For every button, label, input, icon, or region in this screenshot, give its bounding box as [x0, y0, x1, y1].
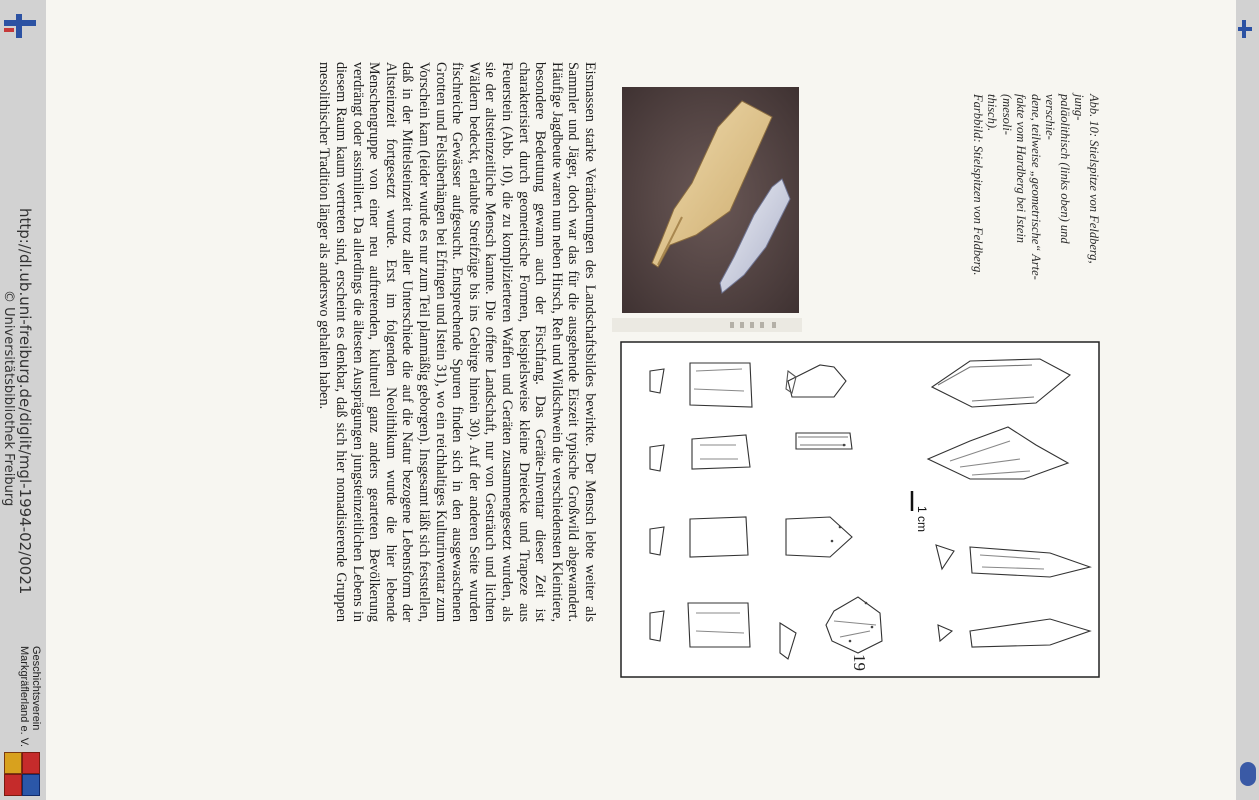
society-name: [18, 646, 42, 776]
society-line-2: Markgräflerland e. V.: [18, 646, 30, 748]
artefact-drawings: [620, 341, 1100, 678]
caption-line: dene, teilweise „geometrische“ Arte-: [1029, 94, 1043, 280]
caption-line: fakte vom Hardberg bei Istein (mesoli-: [1000, 94, 1029, 244]
body-paragraph: Eismassen starke Veränderungen des Landschaftsbildes bewirkte. Der Mensch lebte weiter als Sammler und Jäger, doch war das für die ausgehende Eiszeit typische Großwild abgewandert. Häufige Jagdbeute waren nun neben Hirsch, Reh und Wildschwein die verschiedensten Kleintiere, besondere Bedeutung gewann auch der Fischfang. Das Geräte-Inventar dieser Zeit ist charakterisiert durch geometrische Formen, beispielsweise kleine Dreiecke und Trapeze aus Feuerstein (Abb. 10), die zu komplizierteren Waffen und Geräten zusammengesetzt wurden, als sie der altsteinzeitliche Mensch kannte. Die offene Landschaft, nur von Gesträuch und lichten Wäldern bedeckt, erlaubte Streifzüge bis ins Gebirge hinein 30). Auf der anderen Seite wurden fischreiche Gewässer aufgesucht. Entsprechende Spuren finden sich in den ausgewaschenen Grotten und Felsüberhängen bei Efringen und Istein 31), wo ein reichhaltiges Kulturinventar zum Vorschein kam (leider wurde es nur zum Teil planmäßig geborgen). Insgesamt läßt sich feststellen, daß in der Mittelsteinzeit trotz aller Unterschiede die auf die Natur bezogene Lebensform der Altsteinzeit fortgesetzt wurde. Erst im folgenden Neolithikum wurde die hier lebende Menschengruppe von einer neu auftretenden, kulturell ganz anders gearteten Bevölkerung verdrängt oder assimiliert. Da allerdings die ältesten Ausprägungen jungsteinzeitlichen Lebens in diesem Raum kaum vertreten sind, erscheint es denkbar, daß sich hier nomadisierende Gruppen mesolithischer Tradition länger als anderswo gehalten haben.: [316, 62, 598, 622]
body-text: [316, 62, 598, 622]
society-line-1: Geschichtsverein: [30, 646, 42, 731]
caption-line: Abb. 10: Stielspitze von Feldberg, jung-: [1072, 94, 1101, 264]
caption-line: paläolithisch (links oben) und verschie-: [1043, 94, 1072, 244]
viewer-nav-icon[interactable]: [1238, 20, 1252, 40]
caption-line: Farbbild: Stielspitzen von Feldberg.: [971, 94, 985, 276]
document-url[interactable]: http://dl.ub.uni-freiburg.de/diglit/mgl-1994-02/0021: [16, 208, 34, 595]
flint-photo: [622, 87, 799, 313]
viewer-logo-icon: [4, 14, 36, 40]
copyright-line: © Universitätsbibliothek Freiburg: [1, 290, 16, 507]
scale-label: 1 cm: [915, 506, 929, 533]
photo-scale-band: [612, 318, 802, 332]
page-number: 19: [850, 654, 869, 671]
viewer-badge-icon[interactable]: [1240, 762, 1256, 786]
figure-caption: [971, 94, 1102, 284]
caption-line: thisch).: [985, 94, 1000, 132]
viewer-right-rail: [1236, 0, 1259, 800]
